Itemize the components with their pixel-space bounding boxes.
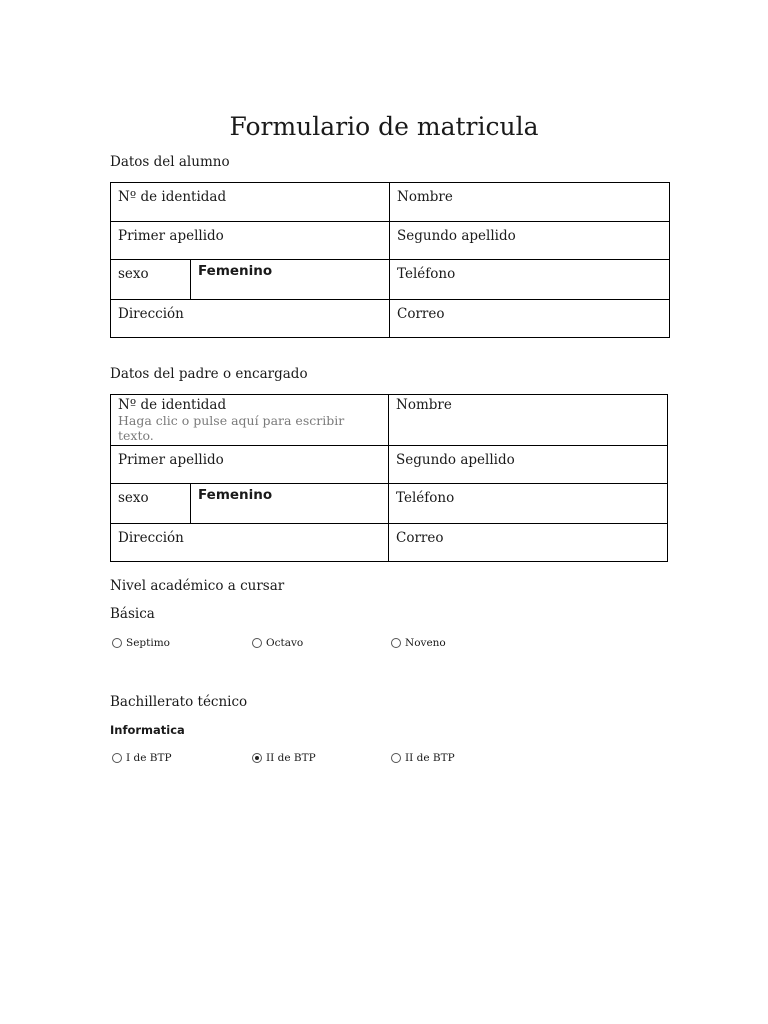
radio-label: I de BTP — [126, 752, 172, 764]
parent-id-label: Nº de identidad — [118, 397, 227, 413]
parent-last2-cell[interactable] — [389, 446, 668, 484]
student-email-cell[interactable] — [390, 300, 670, 338]
radio-circle-icon[interactable] — [391, 638, 401, 648]
student-phone-label: Teléfono — [397, 266, 456, 282]
student-name-label: Nombre — [397, 189, 453, 205]
student-address-cell[interactable] — [111, 300, 390, 338]
radio-selected-icon[interactable] — [252, 753, 262, 763]
parent-sex-label: sexo — [111, 484, 191, 524]
parent-address-cell[interactable] — [111, 524, 389, 562]
student-address-label: Dirección — [118, 306, 184, 322]
parent-id-placeholder[interactable]: Haga clic o pulse aquí para escribir texto. — [118, 413, 345, 443]
parent-phone-cell[interactable] — [389, 484, 668, 524]
radio-ii-de-btp[interactable] — [252, 752, 316, 764]
student-name-cell[interactable] — [390, 183, 670, 222]
parent-sex-dropdown[interactable]: Femenino — [191, 484, 389, 524]
parent-address-label: Dirección — [118, 530, 184, 546]
radio-label: Septimo — [126, 637, 170, 649]
radio-label: Octavo — [266, 637, 304, 649]
parent-id-cell[interactable] — [111, 395, 389, 446]
radio-i-de-btp[interactable] — [112, 752, 172, 764]
student-sex-label: sexo — [111, 260, 191, 300]
parent-section-heading: Datos del padre o encargado — [110, 366, 308, 382]
informatica-subheading: Informatica — [110, 723, 185, 737]
page-title: Formulario de matricula — [229, 112, 539, 141]
radio-circle-icon[interactable] — [391, 753, 401, 763]
student-last2-label: Segundo apellido — [397, 228, 516, 244]
parent-last1-label: Primer apellido — [118, 452, 224, 468]
student-id-label: Nº de identidad — [118, 189, 227, 205]
student-last1-label: Primer apellido — [118, 228, 224, 244]
parent-name-cell[interactable] — [389, 395, 668, 446]
technical-heading: Bachillerato técnico — [110, 694, 248, 710]
parent-name-label: Nombre — [396, 397, 452, 413]
parent-phone-label: Teléfono — [396, 490, 455, 506]
radio-label: II de BTP — [266, 752, 316, 764]
radio-septimo[interactable] — [112, 637, 170, 649]
radio-ii-de-btp-second[interactable] — [391, 752, 455, 764]
student-section-heading: Datos del alumno — [110, 154, 230, 170]
student-last2-cell[interactable] — [390, 222, 670, 260]
student-last1-cell[interactable] — [111, 222, 390, 260]
student-email-label: Correo — [397, 306, 445, 322]
academic-level-heading: Nivel académico a cursar — [110, 578, 285, 594]
student-sex-dropdown[interactable]: Femenino — [191, 260, 390, 300]
radio-octavo[interactable] — [252, 637, 303, 649]
radio-label: II de BTP — [405, 752, 455, 764]
radio-label: Noveno — [405, 637, 446, 649]
student-id-cell[interactable] — [111, 183, 390, 222]
radio-circle-icon[interactable] — [252, 638, 262, 648]
student-phone-cell[interactable] — [390, 260, 670, 300]
parent-table — [110, 394, 668, 562]
parent-email-label: Correo — [396, 530, 444, 546]
parent-email-cell[interactable] — [389, 524, 668, 562]
student-table — [110, 182, 670, 338]
parent-last1-cell[interactable] — [111, 446, 389, 484]
radio-noveno[interactable] — [391, 637, 446, 649]
parent-last2-label: Segundo apellido — [396, 452, 515, 468]
basic-heading: Básica — [110, 606, 155, 622]
radio-circle-icon[interactable] — [112, 638, 122, 648]
radio-circle-icon[interactable] — [112, 753, 122, 763]
